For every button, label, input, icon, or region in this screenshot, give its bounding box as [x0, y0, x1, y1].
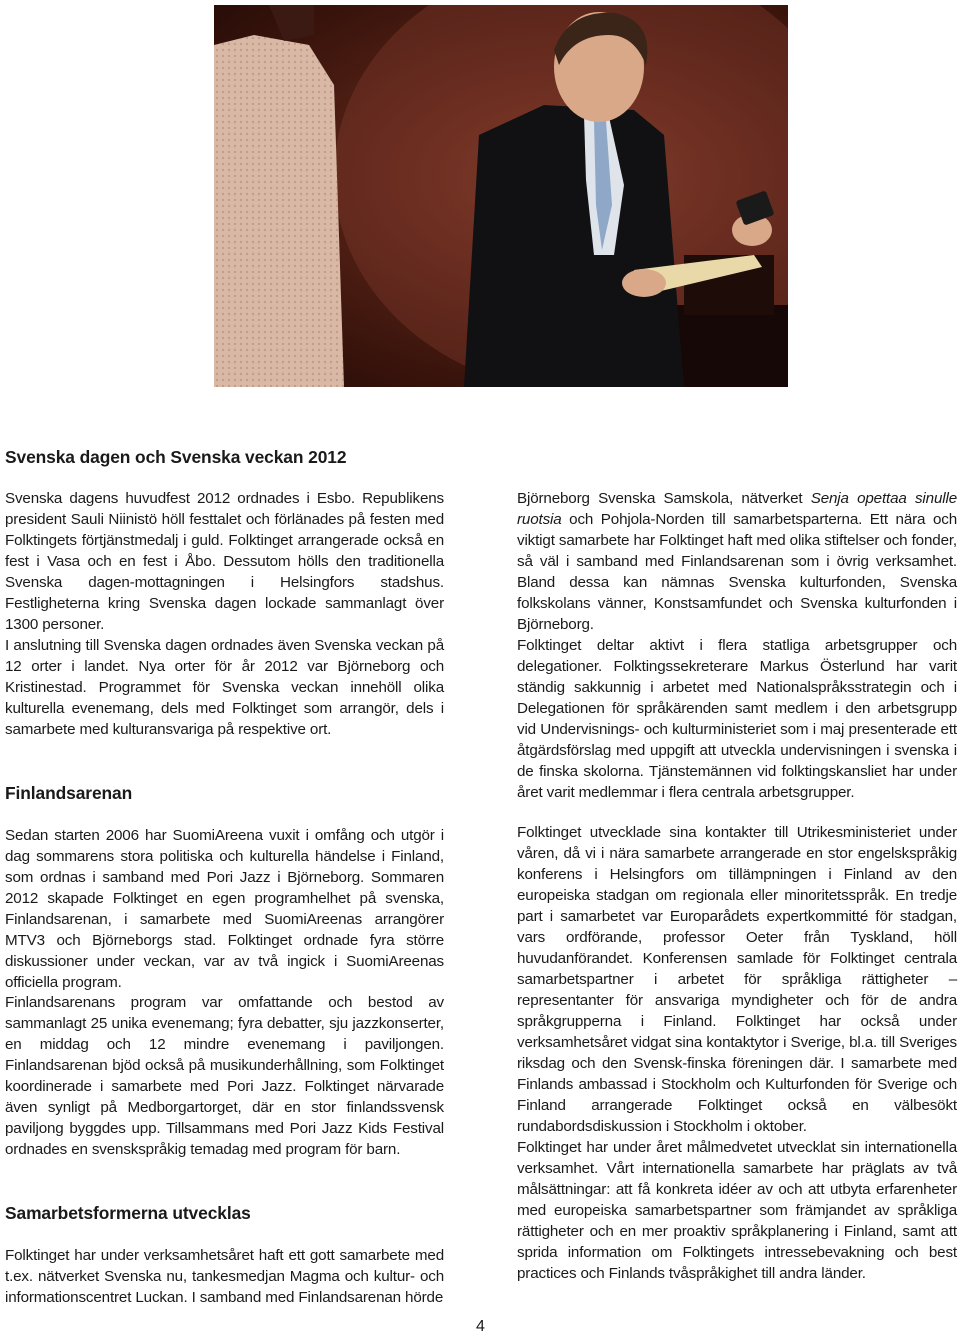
heading-samarbetsformerna: Samarbetsformerna utvecklas: [5, 1203, 251, 1223]
ceremony-photo: [214, 5, 788, 387]
photo-ceremony-icon: [214, 5, 788, 387]
paragraph-samarbetsparter-end: och Pohjola-Norden till samarbetsparterna. Ett nära och viktigt samarbete har Folktinget haft med olika stiftelser och fonder, så väl i samband med Finlandsarenan som i övrig verksamhet. Bland dessa kan nämnas Svenska kulturfonden, Svenska folkskolans vänner, Konstsamfundet och Svenska kulturfonden i Björneborg.: [517, 511, 957, 633]
paragraph-suomiareena: Sedan starten 2006 har SuomiAreena vuxit i omfång och utgör i dag sommarens stora politiska och kulturella händelse i Finland, som ordnas i samband med Pori Jazz i Björneborg. Sommaren 2012 skapade Folktinget en egen programhelhet på svenska, Finlandsarenan, i samarbete med SuomiAreenas arrangörer MTV3 och Björneborgs stad. Folktinget ordnade fyra större diskussioner under veckan, var av två ingick i SuomiAreenas officiella program.: [5, 827, 444, 991]
paragraph-utrikesministeriet: Folktinget utvecklade sina kontakter till Utrikesministeriet under våren, då vi i nära samarbete arrangerade en stor engelskspråkig konferens i Helsingfors om tillämpningen i Finland av den europeiska stadgan om regionala eller minoritetsspråk. En tredje part i samarbetet var Europarådets expertkommitté för stadgan, vars ordförande, professor Oeter från Tyskland, höll huvudanförandet. Konferensen samlade för Folktinget centrala samarbetspartner i arbetet för språkliga rättigheter – representanter för ansvariga myndigheter och för de andra språkgrupperna i Finland. Folktinget har också under verksamhetsåret vidgat sina kontaktytor i Sverige, bl.a. till Sveriges riksdag och den Svensk-finska föreningen där. I samarbete med Finlands ambassad i Stockholm och Kulturfonden för Sverige och Finland arrangerade Folktinget också en välbesökt rundabordsdiskussion i Stockholm i oktober.: [517, 824, 957, 1135]
paragraph-samarbetsparter: [517, 488, 957, 635]
heading-svenska-dagen: Svenska dagen och Svenska veckan 2012: [5, 447, 347, 467]
paragraph-internationell-verksamhet: Folktinget har under året målmedvetet utvecklat sin internationella verksamhet. Vårt internationella samarbete har präglats av två målsättningar: att få konkreta idéer av och att utbyta erfarenheter med europeiska samarbetspartner som främjandet av språkliga rättigheter och en mer proaktiv språkplanering i Finland, samt att sprida information om Folktingets intressebevakning och best practices och Finlands tvåspråkighet till andra länder.: [517, 1139, 957, 1282]
paragraph-arbetsgrupper: Folktinget deltar aktivt i flera statliga arbetsgrupper och delegationer. Folktingssekreterare Markus Österlund har varit ständig sakkunnig i arbetet med Nationalspråksstrategin och i Delegationen för språkärenden samt medlem i den arbetsgrupp vid Undervisnings- och kulturministeriet som i maj presenterade ett åtgärdsförslag med uppgift att utveckla undervisningen i svenska i de finska skolorna. Tjänstemännen vid folktingskansliet har under året varit medlemmar i flera centrala arbetsgrupper.: [517, 637, 957, 801]
heading-finlandsarenan: Finlandsarenan: [5, 783, 133, 803]
paragraph-finlandsarenan-program: Finlandsarenans program var omfattande och bestod av sammanlagt 25 unika evenemang; fyra debatter, sju jazzkonserter, en middag och 12 mindre evenemang i paviljongen. Finlandsarenan bjöd också på musikunderhållning, som Folktinget koordinerade i samarbete med Pori Jazz. Folktinget närvarade även synligt på Medborgartorget, där en stor finlandssvensk paviljong byggdes upp. Tillsammans med Pori Jazz Kids Festival ordnades en svenskspråkig temadag med program för barn.: [5, 994, 444, 1158]
page-number: 4: [476, 1318, 485, 1335]
paragraph-samarbetsparter-start: Björneborg Svenska Samskola, nätverket: [517, 490, 811, 507]
network-name: Senja opettaa sinulle ruotsia: [517, 490, 957, 528]
paragraph-samarbete: Folktinget har under verksamhetsåret haft ett gott samarbete med t.ex. nätverket Svenska nu, tankesmedjan Magma och kultur- och informationscentret Luckan. I samband med Finlandsarenan hörde: [5, 1247, 444, 1306]
paragraph-svenska-dagen: Svenska dagens huvudfest 2012 ordnades i Esbo. Republikens president Sauli Niinistö höll festtalet och förlänades på festen med Folktingets förtjänstmedalj i guld. Folktinget arrangerade också en fest i Vasa och en fest i Åbo. Dessutom hölls den traditionella Svenska dagen-mottagningen i Helsingfors stadshus. Festligheterna kring Svenska dagen lockade sammanlagt över 1300 personer.: [5, 490, 444, 633]
paragraph-svenska-veckan: I anslutning till Svenska dagen ordnades även Svenska veckan på 12 orter i landet. Nya orter för år 2012 var Björneborg och Kristinestad. Programmet för Svenska veckan innehöll olika kulturella evenemang, dels med Folktinget som arrangör, dels i samarbete med kulturansvariga på respektive ort.: [5, 637, 444, 738]
